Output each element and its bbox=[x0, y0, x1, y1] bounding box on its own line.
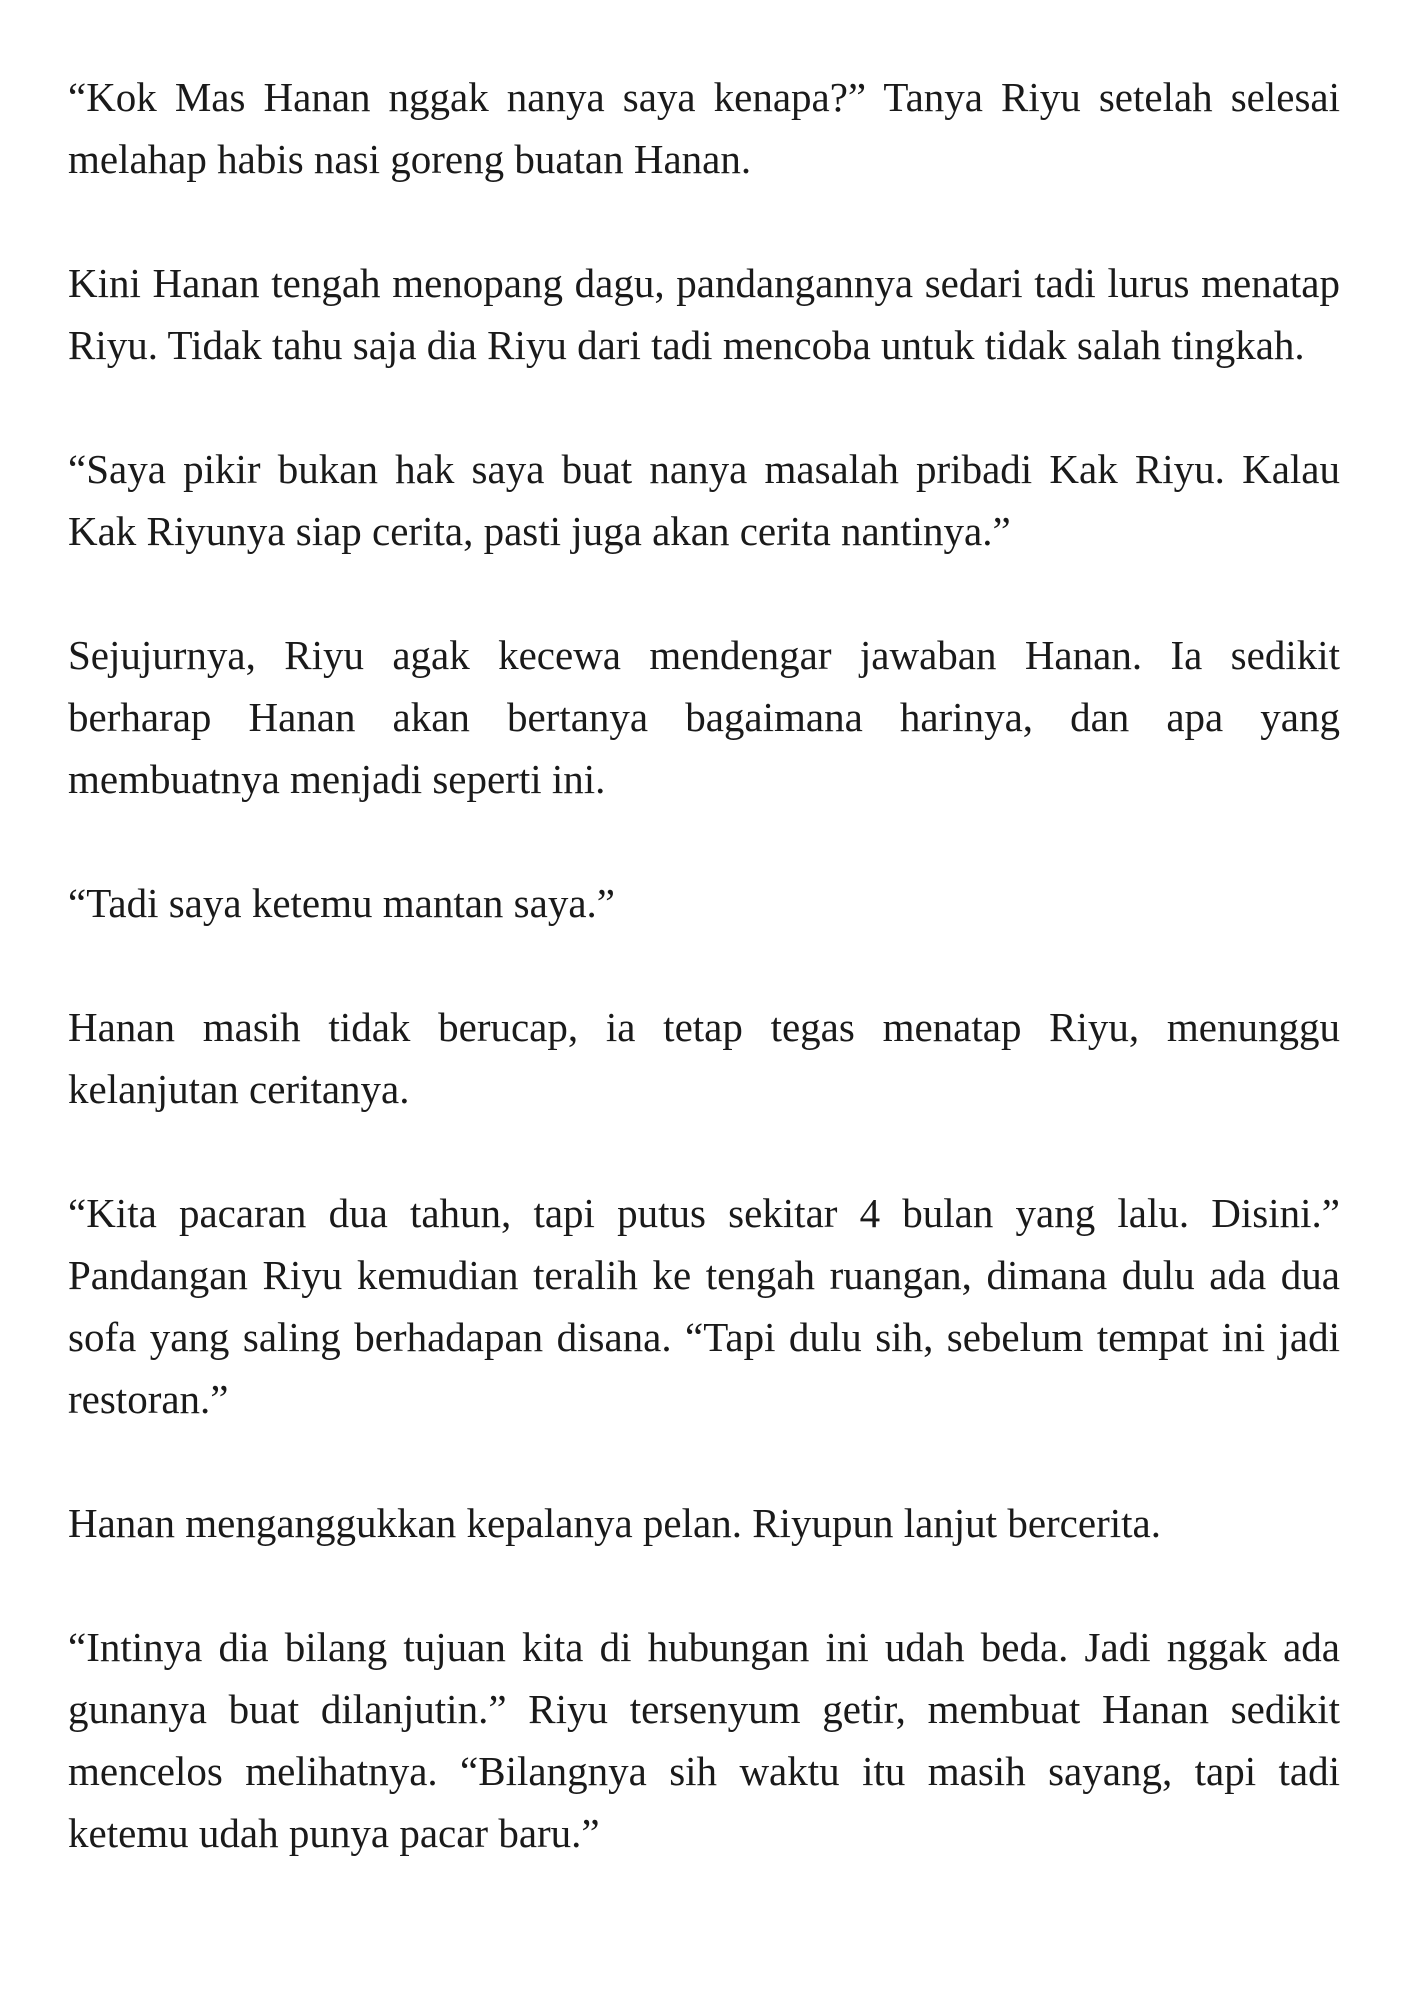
paragraph-5: “Tadi saya ketemu mantan saya.” bbox=[68, 880, 615, 926]
paragraph-1: “Kok Mas Hanan nggak nanya saya kenapa?” Tanya Riyu setelah selesai melahap habis nasi goreng buatan Hanan. bbox=[68, 74, 1340, 182]
paragraph-2: Kini Hanan tengah menopang dagu, pandangannya sedari tadi lurus menatap Riyu. Tidak tahu saja dia Riyu dari tadi mencoba untuk tidak salah tingkah. bbox=[68, 260, 1340, 368]
document-page bbox=[68, 66, 1340, 1864]
paragraph-8: Hanan menganggukkan kepalanya pelan. Riyupun lanjut bercerita. bbox=[68, 1500, 1161, 1546]
paragraph-4: Sejujurnya, Riyu agak kecewa mendengar jawaban Hanan. Ia sedikit berharap Hanan akan bertanya bagaimana harinya, dan apa yang membuatnya menjadi seperti ini. bbox=[68, 632, 1340, 802]
paragraph-9: “Intinya dia bilang tujuan kita di hubungan ini udah beda. Jadi nggak ada gunanya buat dilanjutin.” Riyu tersenyum getir, membuat Hanan sedikit mencelos melihatnya. “Bilangnya sih waktu itu masih sayang, tapi tadi ketemu udah punya pacar baru.” bbox=[68, 1624, 1340, 1856]
paragraph-7: “Kita pacaran dua tahun, tapi putus sekitar 4 bulan yang lalu. Disini.” Pandangan Riyu kemudian teralih ke tengah ruangan, dimana dulu ada dua sofa yang saling berhadapan disana. “Tapi dulu sih, sebelum tempat ini jadi restoran.” bbox=[68, 1190, 1340, 1422]
paragraph-3: “Saya pikir bukan hak saya buat nanya masalah pribadi Kak Riyu. Kalau Kak Riyunya siap cerita, pasti juga akan cerita nantinya.” bbox=[68, 446, 1340, 554]
paragraph-6: Hanan masih tidak berucap, ia tetap tegas menatap Riyu, menunggu kelanjutan ceritanya. bbox=[68, 1004, 1340, 1112]
